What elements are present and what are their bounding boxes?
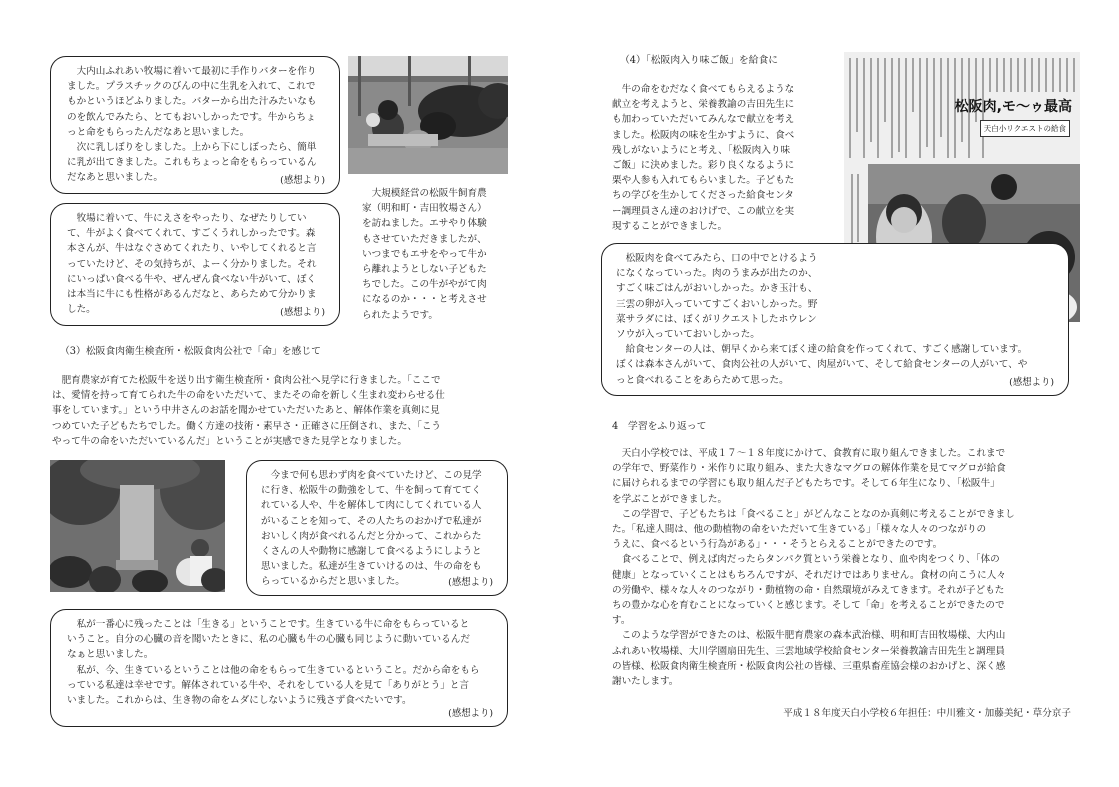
text-line: やって牛の命をいただいているんだ」ということが実感できた見学となりました。 (52, 435, 407, 447)
text-line: ちでした。この牛がやがて肉 (362, 279, 487, 291)
section-3-heading: （3）松阪食肉衛生検査所・松阪食肉公社で「命」を感じて (60, 346, 321, 357)
text-line: のを飲んでみたら、とてもおいしかったです。牛からちょ (67, 111, 316, 123)
impression-text (67, 211, 327, 317)
text-line: に乳が出てきました。これもちょっと命をもらっているん (67, 157, 317, 169)
impression-box-feeding (50, 203, 340, 326)
text-line: 肥育農家が育てた松阪牛を送り出す衛生検査所・食肉公社へ見学に行きました。「ここで (61, 375, 441, 386)
text-line: れている人や、牛を解体して肉にしてくれている人 (261, 500, 482, 512)
impression-source: (感想より) (280, 174, 325, 186)
text-line: 今まで何も思わず肉を食べていたけど、この見学 (270, 470, 482, 481)
text-line: っと食べれることをあらためて思った。 (616, 374, 789, 386)
text-line: 献立を考えようと、栄養教諭の吉田先生に (612, 99, 795, 111)
text-line: を学ぶことができました。 (612, 493, 728, 505)
cattle-barn-photo (348, 56, 508, 174)
text-line: 私が、今、生きているということは他の命をもらって生きているということ。だから命をもら (76, 664, 480, 676)
text-line: 思いました。私達が生きていけるのは、牛の命をも (261, 561, 482, 573)
text-line: 健康」となっていくことはもちろんですが、それだけではありません。食材の向こうに人々 (612, 569, 1006, 581)
text-line: になくなっていった。肉のうまみが出たのか、 (616, 268, 818, 280)
text-line: がいることを知って、その人たちのおかげで私達が (261, 515, 482, 527)
teacher-signature: 平成１８年度天白小学校６年担任：中川雅文・加藤美紀・草分京子 (783, 708, 1071, 719)
text-line: だなあと思いました。 (67, 172, 163, 184)
text-line: になるのか・・・と考えさせ (362, 294, 487, 306)
section-4-body (612, 82, 842, 234)
impression-text (261, 468, 495, 590)
text-line: た。「私達人間は、他の動植物の命をいただいて生きている」「様々な人々のつながりの (612, 524, 987, 536)
clipping-subheadline: 天白小リクエストの給食 (980, 120, 1070, 137)
text-line: いました。これからは、生き物の命をムダにしないように残さず食べたいです。 (67, 695, 412, 707)
impression-text-wide (616, 342, 1056, 388)
text-line: 天白小学校では、平成１７～１８年度にかけて、食教育に取り組んできました。これまで (621, 448, 1006, 459)
text-line: 大内山ふれあい牧場に着いて最初に手作りバターを作り (76, 66, 317, 77)
text-line: っている私達は幸せです。解体されている牛や、それをしている人を見て「ありがとう」と言 (67, 679, 469, 691)
text-line: ご飯」に決めました。彩り良くなるように (612, 160, 795, 172)
text-line: 事をしています。」という中井さんのお話を聞かせていただいたあと、解体作業を真剣に見 (52, 405, 440, 417)
text-line: くさんの人や動物に感謝して食べるようにしようと (261, 546, 482, 558)
text-line: おいしく肉が食べれるんだと分かって、これからた (261, 530, 482, 542)
barn-photo-caption (362, 186, 512, 323)
impression-box-inspection (246, 460, 508, 596)
text-line: うえに、食べるという行為がある」・・・そうとらえることができたのです。 (612, 539, 943, 551)
text-line: られたようです。 (362, 309, 438, 321)
text-line: っと命をもらったんだなあと思いました。 (67, 126, 250, 138)
text-line: もさせていただきましたが、 (362, 233, 487, 245)
text-line: いつまでもエサをやって牛か (362, 248, 487, 260)
text-line: つめていた子どもたちでした。働く方達の技術・素早さ・正確さに圧倒され、また、「こう (52, 420, 442, 432)
text-line: この学習で、子どもたちは「食べること」がどんなことなのか真剣に考えることができまし (621, 508, 1015, 520)
text-line: 家（明和町・吉田牧場さん） (362, 203, 487, 215)
impression-text (67, 64, 327, 186)
text-line: の労働や、様々な人々のつながり・動植物の命・自然環境がみえてきます。それが子どもた (612, 584, 1005, 596)
text-line: の皆様、松阪食肉衛生検査所・松阪食肉公社の皆様、三重県畜産協会様のおかげと、深く感 (612, 660, 1006, 672)
impression-source: (感想より) (280, 306, 325, 318)
text-line: 三雲の卵が入っていてすごくおいしかった。野 (616, 298, 818, 310)
impression-source: (感想より) (448, 576, 493, 588)
impression-box-living (50, 609, 508, 727)
text-line: いうこと。自分の心臓の音を聞いたときに、私の心臓も牛の心臓も同じように動いているんだ (67, 634, 470, 646)
text-line: らっているからだと思いました。 (261, 576, 405, 588)
clipping-headline: 松阪肉,モ〜ゥ最高 (954, 99, 1072, 115)
impression-text (67, 617, 495, 708)
text-line: す。 (612, 615, 631, 627)
reflection-body (612, 446, 1077, 689)
impression-box-lunch (601, 243, 1069, 396)
text-line: っていたけど、その気持ちが、よーく分かりました。それ (67, 258, 317, 270)
text-line: した。 (67, 304, 96, 316)
text-line: 菜サラダには、ぼくがリクエストしたホウレン (616, 313, 817, 325)
section-4-heading: （4）「松阪肉入り味ご飯」を給食に (620, 55, 779, 66)
text-line: ー調理員さん達のおけげで、この献立を実 (612, 205, 795, 217)
text-line: 牧場に着いて、牛にえさをやったり、なぜたりしてい (76, 213, 307, 224)
text-line: ちの学びを生かしてくださった給食センタ (612, 190, 794, 202)
text-line: 栗や人参も入れてもらいました。子どもた (612, 175, 795, 187)
impression-source: (感想より) (1009, 376, 1054, 388)
text-line: ちの豊かな心を育むことになっていくと感じます。そして「命」を考えることができたので (612, 600, 1005, 612)
text-line: 謝いたします。 (612, 676, 679, 688)
text-line: の学年で、野菜作り・米作りに取り組み、また大きなマグロの解体作業を見てマグロが給食 (612, 463, 1006, 475)
text-line: 本さんが、牛はなぐさめてくれたり、いやしてくれると言 (67, 243, 317, 255)
text-line: すごく味ごはんがおいしかった。かき玉汁も、 (616, 283, 818, 295)
text-line: に行き、松阪牛の動強をして、牛を飼って育ててく (261, 485, 482, 497)
text-line: もかというほどふりました。バターから出た汁みたいなも (67, 96, 317, 108)
text-line: 私が一番心に残ったことは「生きる」ということです。生きている牛に命をもらっていると (76, 619, 470, 630)
impression-text-narrow (616, 251, 841, 342)
text-line: 給食センターの人は、朝早くから来てぼく達の給食を作ってくれて、すごく感謝しています。 (625, 344, 1028, 356)
text-line: 現することができました。 (612, 220, 728, 232)
text-line: 残しがないようにと考え、「松阪肉入り味 (612, 144, 791, 156)
text-line: ソウが入っていておいしかった。 (616, 329, 760, 341)
text-line: ら離れようとしない子どもた (362, 264, 487, 276)
impression-box-butter (50, 56, 340, 194)
text-line: にいっぱい食べる牛や、ぜんぜん食べない牛がいて、ぼく (67, 273, 317, 285)
text-line: ました。松阪肉の味を生かすように、食べ (612, 129, 795, 141)
text-line: 牛の命をむだなく食べてもらえるような (621, 84, 795, 95)
text-line: 次に乳しぼりをしました。上から下にしぼったら、簡単 (76, 142, 317, 154)
text-line: 食べることで、例えば肉だったらタンパク質という栄養となり、血や肉をつくり、「体の (621, 554, 1000, 566)
text-line: も加わっていただいてみんなで献立を考え (612, 114, 795, 126)
text-line: て、牛がよく食べてくれて、すごくうれしかったです。森 (67, 228, 316, 240)
text-line: なぁと思いました。 (67, 649, 154, 661)
text-line: ぼくは森本さんがいて、食肉公社の人がいて、肉屋がいて、そして給食センターの人がいて、や (616, 359, 1028, 371)
text-line: ました。プラスチックのびんの中に生乳を入れて、これで (67, 81, 316, 93)
text-line: に届けられるまでの学習にも取り組んだ子どもたちです。そして６年生になり、「松阪牛」 (612, 478, 1000, 490)
section-3-body (52, 373, 522, 449)
text-line: は、愛情を持って育てられた牛の命をいただいて、またその命を新しく生まれ変わらせる仕 (52, 390, 445, 402)
reflection-heading: 4 学習をふり返って (612, 421, 707, 432)
memorial-stone-photo (50, 460, 225, 592)
text-line: このような学習ができたのは、松阪牛肥育農家の森本武治様、明和町吉田牧場様、大内山 (621, 630, 1006, 642)
text-line: を訪ねました。エサやり体験 (362, 218, 487, 230)
text-line: 大規模経営の松阪牛飼育農 (371, 188, 487, 199)
text-line: 松阪肉を食べてみたら、口の中でとけるよう (625, 253, 818, 264)
impression-source: (感想より) (448, 707, 493, 719)
text-line: ふれあい牧場様、大川学園扇田先生、三雲地域学校給食センター栄養教諭吉田先生と調理員 (612, 645, 1005, 657)
text-line: は本当に牛にも性格があるんだなと、あらためて分かりま (67, 289, 317, 301)
